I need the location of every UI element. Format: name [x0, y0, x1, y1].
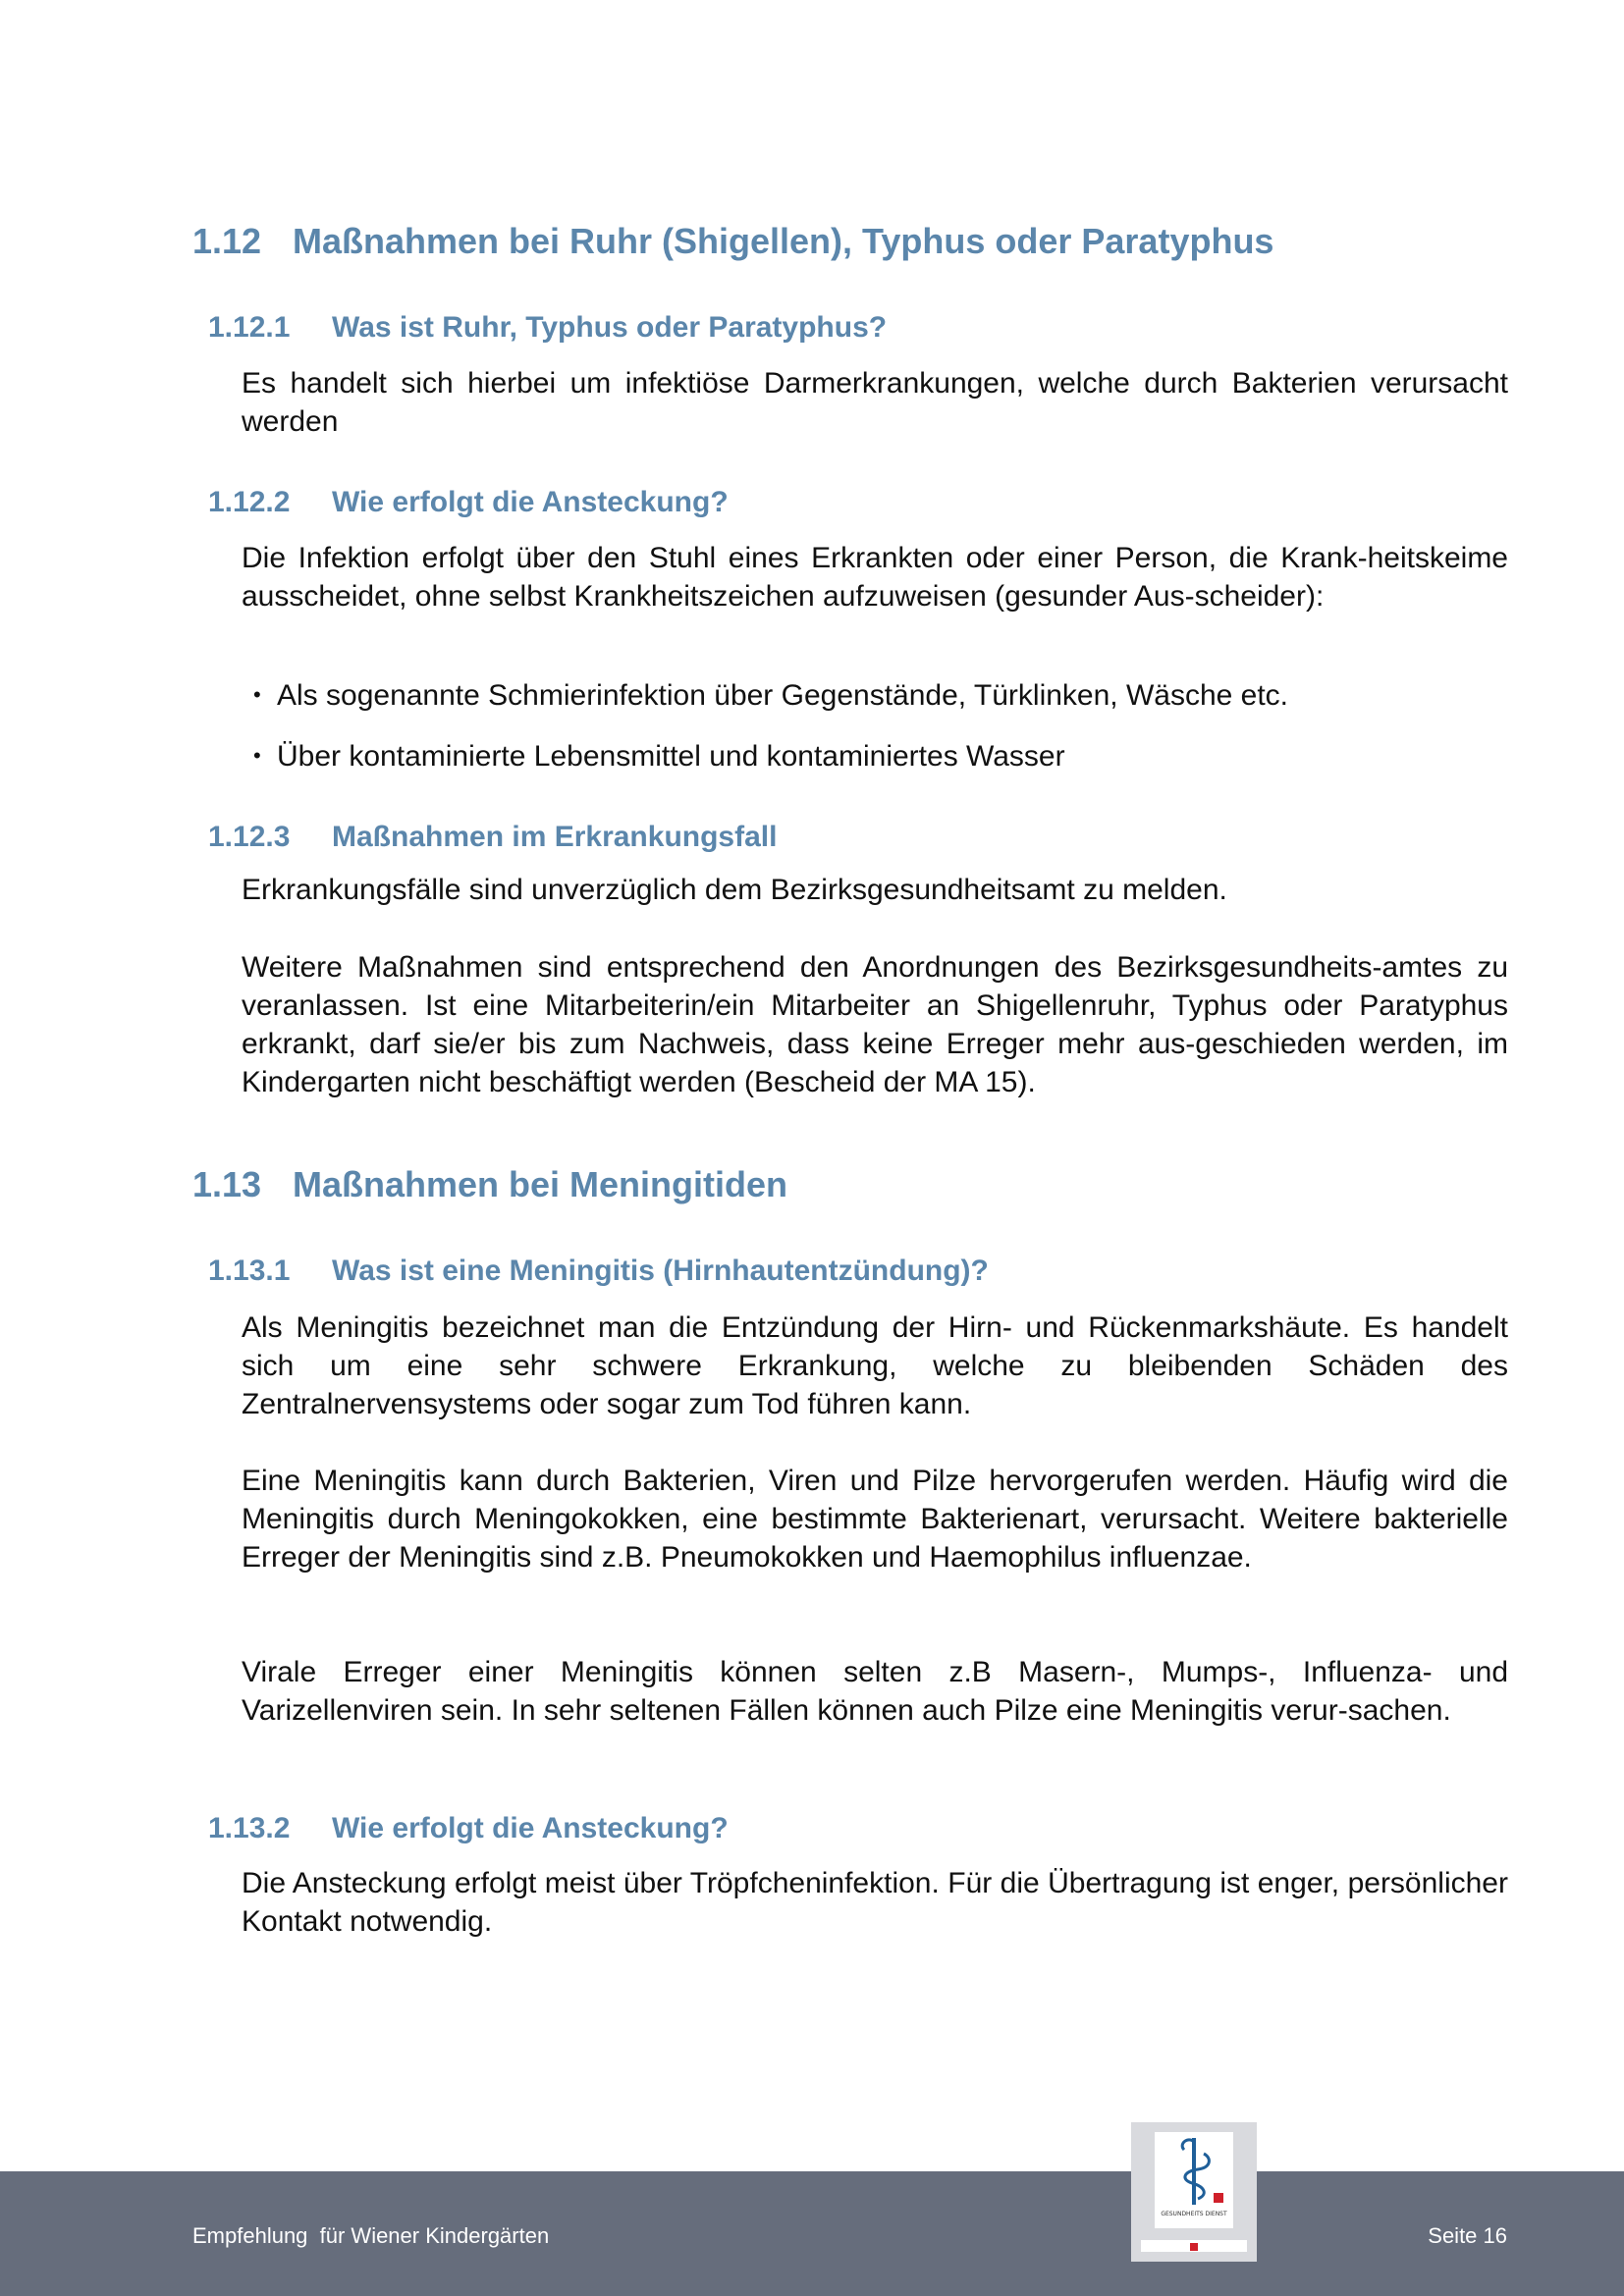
paragraph: Eine Meningitis kann durch Bakterien, Viren und Pilze hervorgerufen werden. Häufig wird die Meningitis durch Meningokokken, eine bestimmte Bakterienart, verursacht. Weitere bakterielle Erreger der Meningitis sind z.B. Pneumokokken und Haemophilus influenzae.	[242, 1465, 1508, 1574]
logo-emblem	[1155, 2132, 1233, 2228]
page-number: Seite 16	[1428, 2223, 1507, 2248]
gesundheitsdienst-logo	[1131, 2122, 1257, 2262]
paragraph: Virale Erreger einer Meningitis können selten z.B Masern-, Mumps-, Influenza- und Varizellenviren sein. In sehr seltenen Fällen können auch Pilze eine Meningitis verur-sachen.	[242, 1656, 1508, 1727]
footer-title: Empfehlung für Wiener Kindergärten	[192, 2223, 550, 2248]
section-heading-1-13: 1.13 Maßnahmen bei Meningitiden	[192, 1164, 788, 1204]
subsection-heading-1-12-1: 1.12.1 Was ist Ruhr, Typhus oder Paratyphus?	[208, 311, 888, 344]
subsection-heading-1-12-2: 1.12.2 Wie erfolgt die Ansteckung?	[208, 486, 729, 518]
paragraph: Die Infektion erfolgt über den Stuhl eines Erkrankten oder einer Person, die Krank-heitskeime ausscheidet, ohne selbst Krankheitszeichen aufzuweisen (gesunder Aus-scheider):	[242, 542, 1508, 613]
bullet-item: • Über kontaminierte Lebensmittel und kontaminiertes Wasser	[253, 740, 1065, 773]
logo-bar	[1141, 2240, 1247, 2252]
paragraph: Als Meningitis bezeichnet man die Entzündung der Hirn- und Rückenmarkshäute. Es handelt sich um eine sehr schwere Erkrankung, welche zu bleibenden Schäden des Zentralnervensystems oder sogar zum Tod führen kann.	[242, 1311, 1508, 1420]
staff-of-asclepius-icon	[1155, 2132, 1233, 2211]
paragraph: Es handelt sich hierbei um infektiöse Darmerkrankungen, welche durch Bakterien verursacht werden	[242, 367, 1508, 438]
bullet-item: • Als sogenannte Schmierinfektion über Gegenstände, Türklinken, Wäsche etc.	[253, 679, 1289, 712]
logo-text: GESUNDHEITS DIENST	[1161, 2211, 1227, 2217]
paragraph: Die Ansteckung erfolgt meist über Tröpfcheninfektion. Für die Übertragung ist enger, persönlicher Kontakt notwendig.	[242, 1867, 1508, 1938]
paragraph: Erkrankungsfälle sind unverzüglich dem Bezirksgesundheitsamt zu melden.	[242, 874, 1227, 906]
paragraph: Weitere Maßnahmen sind entsprechend den Anordnungen des Bezirksgesundheits-amtes zu veranlassen. Ist eine Mitarbeiterin/ein Mitarbeiter an Shigellenruhr, Typhus oder Paratyphus erkrankt, darf sie/er bis zum Nachweis, dass keine Erreger mehr aus-geschieden werden, im Kindergarten nicht beschäftigt werden (Bescheid der MA 15).	[242, 951, 1508, 1098]
subsection-heading-1-13-1: 1.13.1 Was ist eine Meningitis (Hirnhautentzündung)?	[208, 1255, 989, 1287]
section-heading-1-12: 1.12 Maßnahmen bei Ruhr (Shigellen), Typhus oder Paratyphus	[192, 221, 1274, 261]
vienna-crest-icon	[1141, 2241, 1247, 2253]
page-footer	[0, 2171, 1624, 2296]
subsection-heading-1-12-3: 1.12.3 Maßnahmen im Erkrankungsfall	[208, 821, 778, 853]
subsection-heading-1-13-2: 1.13.2 Wie erfolgt die Ansteckung?	[208, 1812, 729, 1844]
